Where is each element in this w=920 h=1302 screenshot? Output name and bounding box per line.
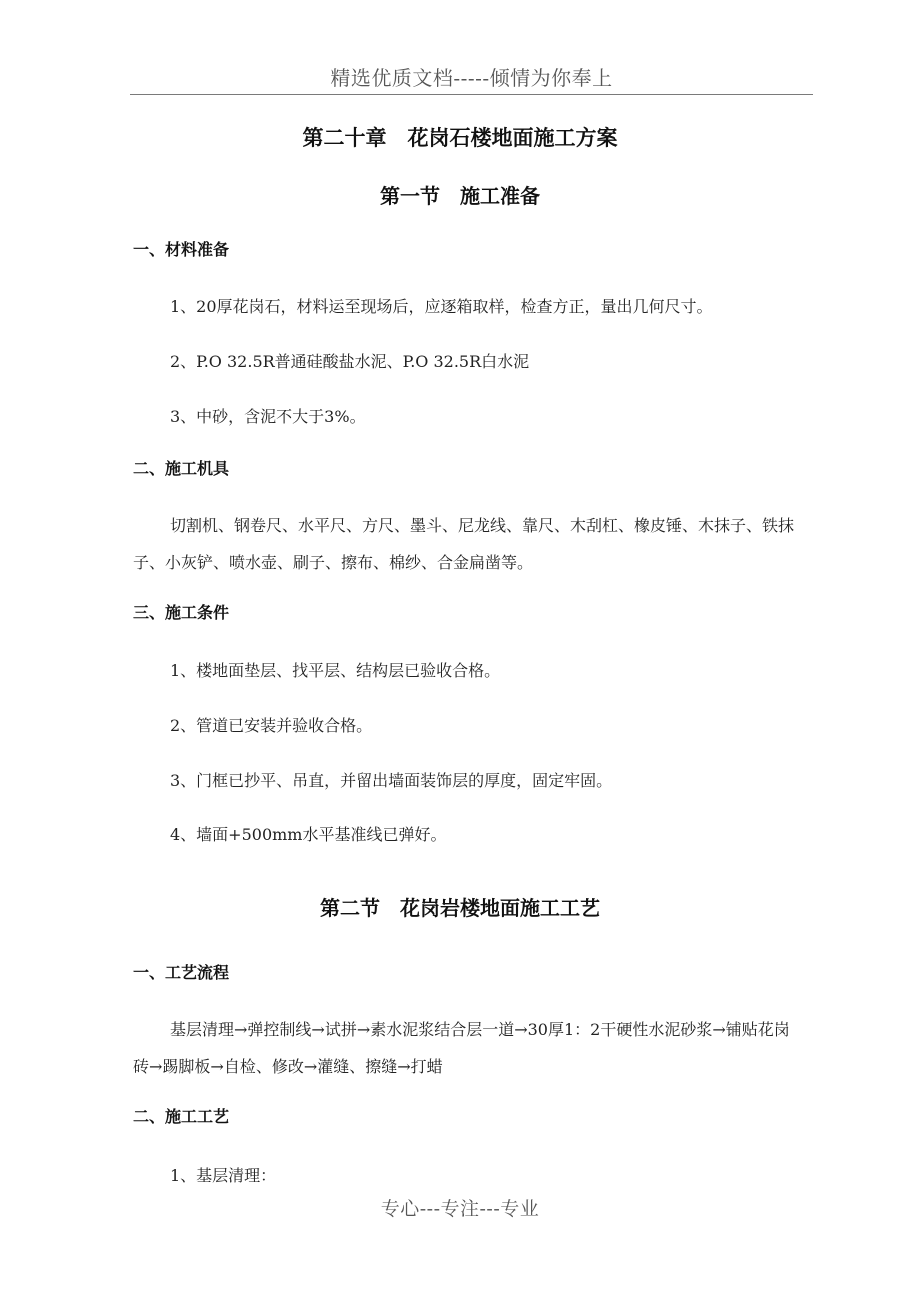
tools-paragraph: 切割机、钢卷尺、水平尺、方尺、墨斗、尼龙线、靠尺、木刮杠、橡皮锤、木抹子、铁抹子、小灰铲、喷水壶、刷子、擦布、棉纱、合金扁凿等。 (133, 516, 795, 572)
page-header: 精选优质文档-----倾情为你奉上 (130, 62, 813, 95)
conditions-item-2: 2、管道已安装并验收合格。 (170, 716, 373, 735)
section-title-2: 第二节 花岗岩楼地面施工工艺 (320, 896, 600, 920)
page-footer: 专心---专注---专业 (380, 1198, 540, 1220)
conditions-item-3: 3、门框已抄平、吊直，并留出墙面装饰层的厚度，固定牢固。 (170, 771, 613, 790)
section-title-1: 第一节 施工准备 (380, 184, 540, 208)
conditions-item-1: 1、楼地面垫层、找平层、结构层已验收合格。 (170, 661, 501, 680)
materials-item-3: 3、中砂，含泥不大于3%。 (170, 407, 366, 426)
chapter-title: 第二十章 花岗石楼地面施工方案 (302, 126, 618, 150)
materials-item-2: 2、P.O 32.5R普通硅酸盐水泥、P.O 32.5R白水泥 (170, 352, 530, 371)
process-item-1: 1、基层清理： (170, 1166, 277, 1185)
materials-item-1: 1、20厚花岗石，材料运至现场后，应逐箱取样，检查方正，量出几何尺寸。 (170, 297, 713, 316)
conditions-item-4: 4、墙面+500mm水平基准线已弹好。 (170, 825, 447, 844)
heading-process: 二、施工工艺 (133, 1107, 230, 1126)
heading-conditions: 三、施工条件 (133, 603, 230, 622)
heading-tools: 二、施工机具 (133, 459, 230, 478)
flow-paragraph: 基层清理→弹控制线→试拼→素水泥浆结合层一道→30厚1：2干硬性水泥砂浆→铺贴花岗砖→踢脚板→自检、修改→灌缝、擦缝→打蜡 (133, 1020, 790, 1076)
heading-flow: 一、工艺流程 (133, 963, 230, 982)
heading-materials: 一、材料准备 (133, 240, 230, 259)
